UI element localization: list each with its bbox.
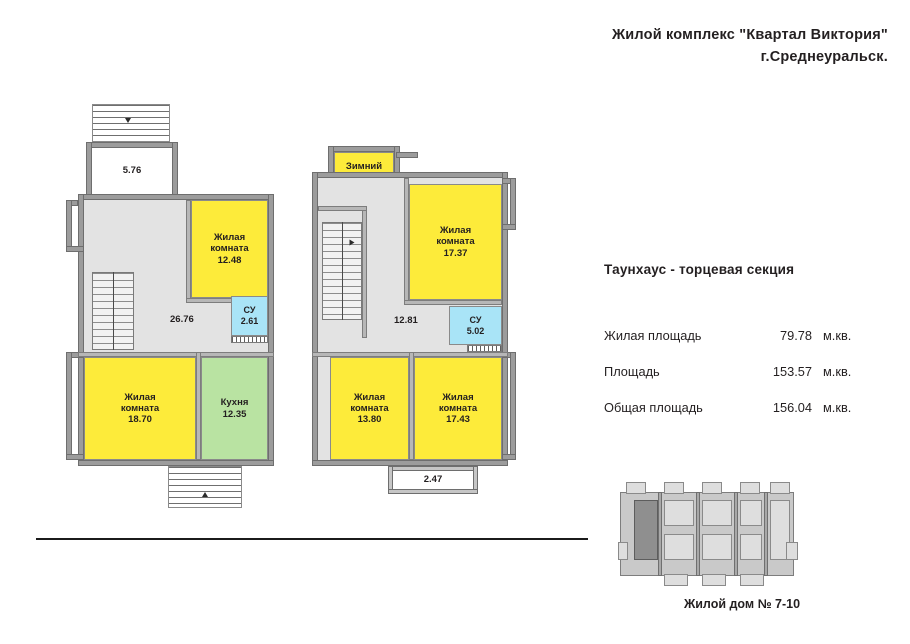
stair-run-line: [113, 272, 114, 350]
wall: [66, 200, 72, 252]
city-name: г.Среднеуральск.: [760, 49, 888, 66]
room-label-line2: комната: [436, 236, 475, 248]
spec-unit: м.кв.: [823, 364, 852, 379]
keyplan-block: [702, 574, 726, 586]
room-area: 17.43: [446, 414, 470, 426]
porch-area: 5.76: [122, 165, 142, 177]
porch-room: [92, 148, 172, 194]
entrance-stair-top: [92, 104, 170, 142]
keyplan-highlighted-section: [634, 500, 658, 560]
bathroom-fixtures: [467, 345, 502, 352]
keyplan-block: [740, 482, 760, 494]
keyplan-separator: [658, 492, 662, 576]
wall: [66, 454, 84, 460]
room-label-line1: Жилая: [439, 225, 472, 237]
stair-run-line: [342, 222, 343, 320]
room-label-line1: СУ: [469, 314, 482, 325]
keyplan-cell: [702, 500, 732, 526]
room-area: 13.80: [357, 414, 382, 426]
room-label-line1: Жилая: [353, 391, 386, 403]
hall-area-label: 12.81: [394, 315, 418, 326]
kitchen-1235: [201, 357, 268, 460]
living-room-1248: [191, 200, 268, 298]
wall: [510, 352, 516, 460]
keyplan-cell: [702, 534, 732, 560]
room-label-line2: комната: [210, 243, 249, 255]
keyplan-cell: [740, 534, 762, 560]
keyplan-block: [786, 542, 798, 560]
room-label-line1: Жилая: [442, 391, 474, 403]
wall: [510, 178, 516, 230]
hall-area-label: 26.76: [170, 314, 194, 325]
stair-direction-arrow: [202, 492, 208, 497]
living-room-1737: [409, 184, 502, 300]
section-type-title: Таунхаус - торцевая секция: [604, 262, 795, 277]
living-room-1743: [414, 357, 502, 460]
wall: [502, 454, 516, 460]
spec-unit: м.кв.: [823, 328, 852, 343]
room-label-line1: Зимний: [345, 161, 383, 173]
keyplan-separator: [734, 492, 738, 576]
wall: [502, 224, 516, 230]
keyplan-block: [664, 482, 684, 494]
spec-value: 156.04: [772, 400, 812, 415]
complex-name: Жилой комплекс "Квартал Виктория": [612, 27, 888, 43]
bathroom-502: [449, 306, 502, 345]
wall: [268, 194, 274, 466]
room-label-line1: Кухня: [220, 397, 249, 409]
table-row: [604, 400, 872, 415]
wall: [388, 489, 478, 494]
living-room-1870: [84, 357, 196, 460]
balcony-247: [393, 471, 473, 489]
stair-direction-arrow: [125, 118, 131, 123]
keyplan-block: [740, 574, 764, 586]
room-label-line2: комната: [350, 402, 389, 414]
balcony-area: 2.47: [423, 474, 443, 486]
spec-label: Площадь: [604, 364, 660, 379]
wall: [66, 246, 84, 252]
keyplan-block: [626, 482, 646, 494]
entrance-stair-bottom: [168, 466, 242, 508]
wall: [172, 142, 178, 198]
wall: [404, 300, 502, 305]
room-area: 2.61: [240, 316, 259, 326]
table-row: [604, 328, 872, 343]
wall: [502, 172, 508, 466]
living-room-1380: [330, 357, 409, 460]
keyplan-block: [770, 482, 790, 494]
building-keyplan: [612, 480, 802, 588]
keyplan-cell: [740, 500, 762, 526]
spec-unit: м.кв.: [823, 400, 852, 415]
room-label-line1: Жилая: [124, 391, 156, 403]
sheet-title: [612, 24, 888, 69]
wall: [396, 152, 418, 158]
bathroom-261: [231, 296, 268, 336]
spec-label: Жилая площадь: [604, 328, 702, 343]
room-area: 18.70: [128, 414, 152, 426]
bathroom-fixtures: [231, 336, 268, 343]
stair-direction-arrow: [350, 240, 355, 246]
keyplan-block: [664, 574, 688, 586]
room-label-line1: СУ: [243, 305, 256, 316]
table-row: [604, 364, 872, 379]
room-label-line1: Жилая: [213, 232, 246, 244]
room-area: 17.37: [443, 247, 468, 259]
area-spec-table: [604, 328, 872, 436]
keyplan-separator: [696, 492, 700, 576]
room-area: 5.02: [466, 325, 485, 336]
keyplan-cell: [664, 500, 694, 526]
house-number-label: Жилой дом № 7-10: [683, 597, 801, 611]
spec-value: 153.57: [772, 364, 812, 379]
spec-label: Общая площадь: [604, 400, 703, 415]
wall: [66, 352, 72, 460]
keyplan-cell: [664, 534, 694, 560]
room-area: 12.35: [222, 408, 247, 420]
wall: [318, 206, 367, 211]
room-label-line2: комната: [438, 402, 478, 414]
keyplan-separator: [764, 492, 768, 576]
wall: [362, 206, 367, 338]
divider: [36, 538, 588, 540]
keyplan-block: [702, 482, 722, 494]
keyplan-block: [618, 542, 628, 560]
room-label-line2: комната: [120, 402, 160, 414]
spec-value: 79.78: [779, 328, 812, 343]
room-area: 12.48: [217, 254, 242, 266]
